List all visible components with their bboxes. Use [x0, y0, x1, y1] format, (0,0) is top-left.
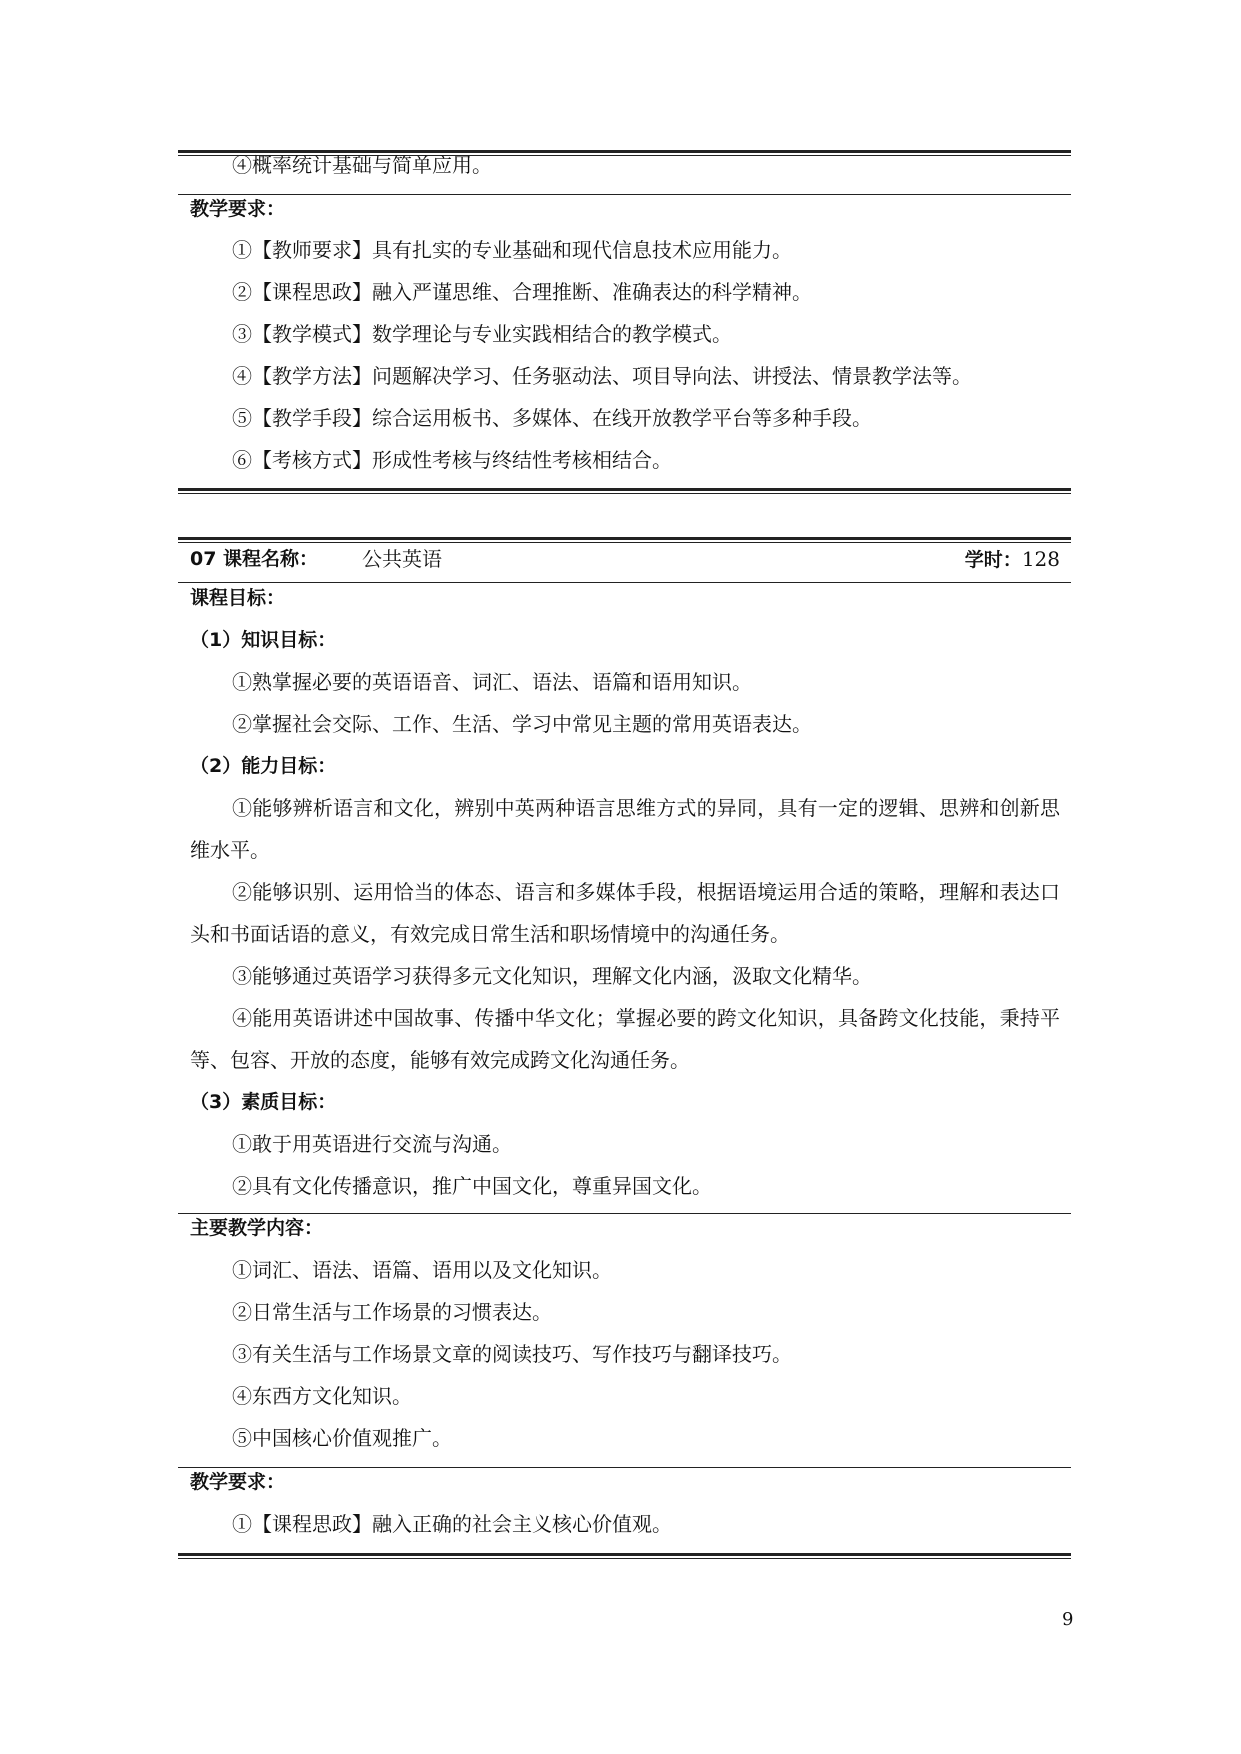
requirements-heading: 教学要求： — [190, 1471, 286, 1493]
ability-heading: （2）能力目标： — [190, 755, 337, 777]
requirement-item: ①【课程思政】融入正确的社会主义核心价值观。 — [232, 1512, 672, 1536]
section-divider — [178, 1213, 1071, 1214]
prev-requirement-item: ①【教师要求】具有扎实的专业基础和现代信息技术应用能力。 — [232, 238, 792, 262]
prev-requirement-item: ③【教学模式】数学理论与专业实践相结合的教学模式。 — [232, 322, 732, 346]
course-hours — [965, 545, 1060, 574]
hours-value: 128 — [1021, 547, 1060, 571]
table-bottom-rule — [178, 1553, 1071, 1556]
knowledge-heading: （1）知识目标： — [190, 629, 337, 651]
content-item: ③有关生活与工作场景文章的阅读技巧、写作技巧与翻译技巧。 — [232, 1342, 792, 1366]
prev-requirement-item: ④【教学方法】问题解决学习、任务驱动法、项目导向法、讲授法、情景教学法等。 — [232, 364, 972, 388]
quality-item: ②具有文化传播意识，推广中国文化，尊重异国文化。 — [232, 1174, 712, 1198]
course-name: 公共英语 — [362, 547, 442, 571]
content-item: ①词汇、语法、语篇、语用以及文化知识。 — [232, 1258, 612, 1282]
course-code-label: 07 课程名称： — [190, 548, 319, 570]
content-heading: 主要教学内容： — [190, 1217, 324, 1239]
ability-item: ②能够识别、运用恰当的体态、语言和多媒体手段，根据语境运用合适的策略，理解和表达口头和书面话语的意义，有效完成日常生活和职场情境中的沟通任务。 — [190, 880, 1060, 946]
course-title-row — [190, 545, 1060, 573]
prev-requirement-item: ②【课程思政】融入严谨思维、合理推断、准确表达的科学精神。 — [232, 280, 812, 304]
prev-requirement-item: ⑤【教学手段】综合运用板书、多媒体、在线开放教学平台等多种手段。 — [232, 406, 872, 430]
section-divider — [178, 582, 1071, 583]
content-item: ⑤中国核心价值观推广。 — [232, 1426, 452, 1450]
ability-item: ④能用英语讲述中国故事、传播中华文化；掌握必要的跨文化知识，具备跨文化技能，秉持平等、包容、开放的态度，能够有效完成跨文化沟通任务。 — [190, 1006, 1060, 1072]
prev-content-item: ④概率统计基础与简单应用。 — [232, 153, 492, 177]
section-divider — [178, 194, 1071, 195]
section-divider — [178, 1467, 1071, 1468]
table-bottom-rule — [178, 488, 1071, 491]
content-item: ④东西方文化知识。 — [232, 1384, 412, 1408]
knowledge-item: ②掌握社会交际、工作、生活、学习中常见主题的常用英语表达。 — [232, 712, 812, 736]
knowledge-item: ①熟掌握必要的英语语音、词汇、语法、语篇和语用知识。 — [232, 670, 752, 694]
hours-label: 学时： — [964, 549, 1022, 571]
prev-requirements-heading: 教学要求： — [190, 198, 286, 220]
content-item: ②日常生活与工作场景的习惯表达。 — [232, 1300, 552, 1324]
ability-item: ③能够通过英语学习获得多元文化知识，理解文化内涵，汲取文化精华。 — [232, 964, 872, 988]
quality-heading: （3）素质目标： — [190, 1091, 337, 1113]
page-number: 9 — [1062, 1609, 1074, 1630]
ability-item: ①能够辨析语言和文化，辨别中英两种语言思维方式的异同，具有一定的逻辑、思辨和创新思维水平。 — [190, 796, 1060, 862]
quality-item: ①敢于用英语进行交流与沟通。 — [232, 1132, 512, 1156]
prev-requirement-item: ⑥【考核方式】形成性考核与终结性考核相结合。 — [232, 448, 672, 472]
goals-heading: 课程目标： — [190, 587, 286, 609]
table-top-rule — [178, 537, 1071, 540]
